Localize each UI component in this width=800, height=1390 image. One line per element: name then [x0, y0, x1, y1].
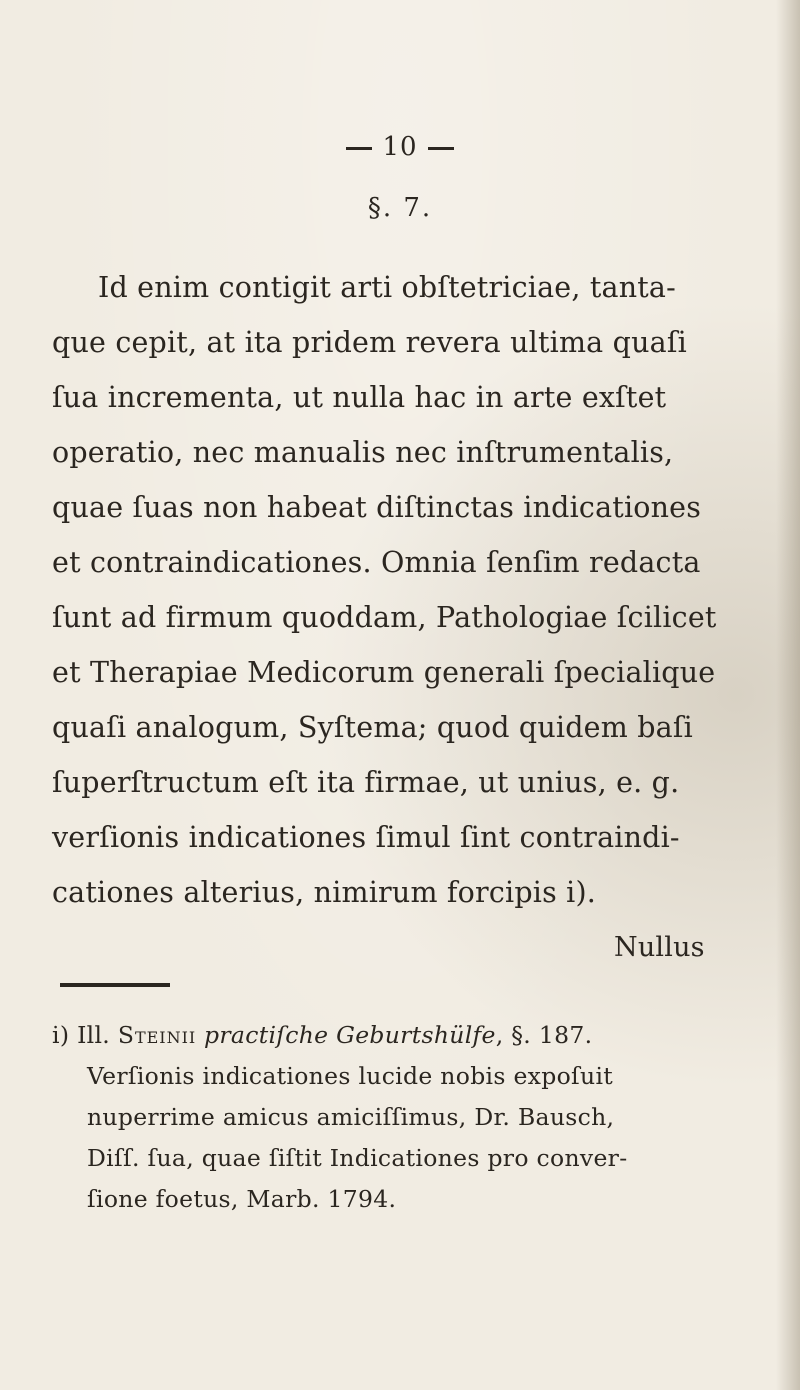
body-line-1: Id enim contigit arti obſtetriciae, tanta- [98, 271, 676, 304]
body-line-9: quaſi analogum, Syſtema; quod quidem baſi [52, 711, 693, 744]
body-line-3: ſua incrementa, ut nulla hac in arte exſtet [52, 381, 667, 414]
footnote-prefix: Ill. [77, 1021, 118, 1049]
footnote-rule [60, 983, 170, 987]
catchword: Nullus [614, 932, 705, 963]
header-dash-left [346, 147, 372, 150]
body-line-2: que cepit, at ita pridem revera ultima quaſi [52, 326, 687, 359]
page-number: 10 [382, 132, 418, 162]
footnote-line-5: ſione foetus, Marb. 1794. [87, 1185, 397, 1213]
body-line-10: ſuperſtructum eſt ita firmae, ut unius, e. g. [52, 766, 680, 799]
footnote-line-4: Diſſ. ſua, quae ſiſtit Indicationes pro conver- [87, 1144, 628, 1172]
footnote-title: practiſche Geburtshülfe [204, 1021, 496, 1049]
body-line-12: cationes alterius, nimirum forcipis i). [52, 876, 597, 909]
footnote-line-2: Verſionis indicationes lucide nobis expoſuit [87, 1062, 614, 1090]
footnote-line-3: nuperrime amicus amiciſſimus, Dr. Bausch, [87, 1103, 615, 1131]
footnote-line-1 [52, 1020, 592, 1050]
body-line-7: ſunt ad firmum quoddam, Pathologiae ſcilicet [52, 601, 717, 634]
header-dash-right [428, 147, 454, 150]
footnote-ref: , §. 187. [495, 1021, 593, 1049]
footnote-marker: i) [52, 1021, 70, 1049]
section-heading: §. 7. [367, 193, 433, 223]
body-line-8: et Therapiae Medicorum generali ſpecialique [52, 656, 716, 689]
body-line-5: quae ſuas non habeat diſtinctas indicationes [52, 491, 702, 524]
body-line-11: verſionis indicationes ſimul ſint contraindi- [52, 821, 680, 854]
body-line-6: et contraindicationes. Omnia ſenſim redacta [52, 546, 701, 579]
page-header [0, 132, 800, 162]
body-line-4: operatio, nec manualis nec inſtrumentalis, [52, 436, 674, 469]
footnote-author: Steinii [117, 1021, 197, 1049]
